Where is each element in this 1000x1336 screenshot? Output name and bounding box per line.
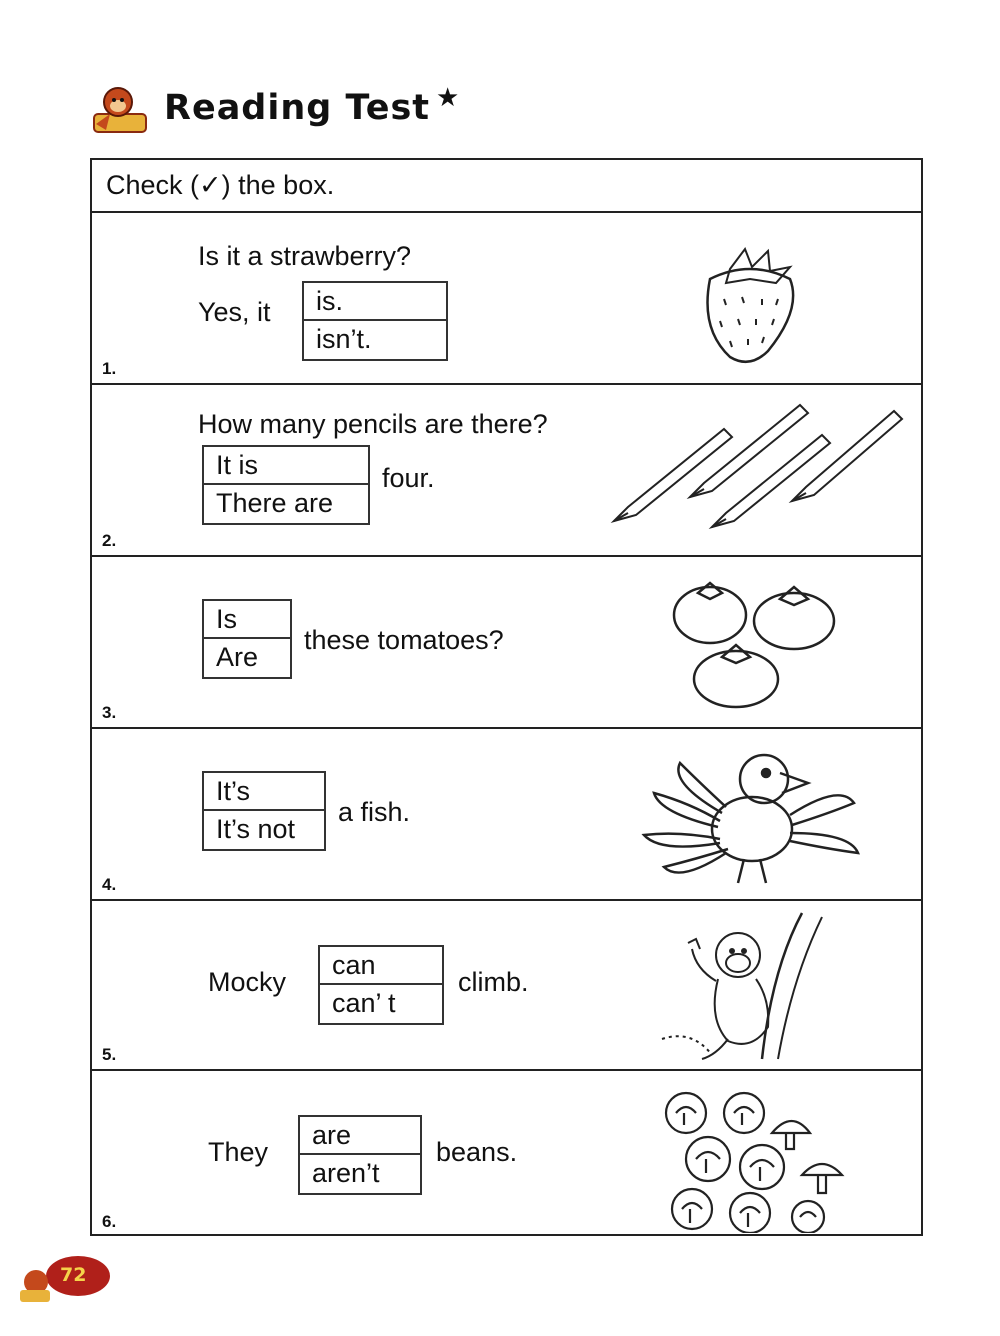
sentence-start: Mocky	[208, 967, 287, 997]
sentence-end: a fish.	[338, 797, 411, 827]
bird-icon	[640, 743, 864, 891]
question-number: 2.	[102, 531, 117, 550]
question-row-5	[92, 901, 921, 1071]
answer-box	[202, 771, 326, 851]
answer-option[interactable]: It’s not	[216, 814, 296, 844]
question-prompt: Is it a strawberry?	[198, 241, 412, 271]
question-row-2	[92, 385, 921, 557]
question-row-3	[92, 557, 921, 729]
monkey-mascot-icon	[90, 84, 152, 134]
answer-box	[298, 1115, 422, 1195]
answer-option[interactable]: can	[320, 947, 442, 985]
answer-option[interactable]: is.	[304, 283, 446, 321]
strawberry-icon	[690, 239, 810, 369]
question-row-1	[92, 213, 921, 385]
answer-option[interactable]: can’ t	[332, 988, 396, 1018]
sentence-end: beans.	[436, 1137, 518, 1167]
answer-option[interactable]: It’s	[204, 773, 324, 811]
page-title: Reading Test	[164, 88, 431, 128]
mushrooms-icon	[660, 1089, 850, 1233]
answer-option[interactable]: are	[300, 1117, 420, 1155]
sentence-end: climb.	[458, 967, 529, 997]
monkey-icon	[652, 909, 836, 1065]
exercise-sheet	[90, 158, 923, 1236]
answer-option[interactable]: isn’t.	[316, 324, 372, 354]
sentence-start: They	[208, 1137, 269, 1167]
pencils-icon	[604, 401, 904, 531]
sentence-end: four.	[382, 463, 435, 493]
star-icon: ★	[436, 82, 460, 112]
question-number: 1.	[102, 359, 117, 378]
page-header	[90, 80, 510, 140]
question-row-4	[92, 729, 921, 901]
question-number: 6.	[102, 1212, 117, 1231]
instruction: Check (✓) the box.	[92, 160, 921, 213]
tomatoes-icon	[670, 575, 840, 713]
answer-box	[202, 599, 292, 679]
answer-box	[202, 445, 370, 525]
question-prompt: How many pencils are there?	[198, 409, 548, 439]
question-number: 5.	[102, 1045, 117, 1064]
answer-box	[318, 945, 444, 1025]
answer-option[interactable]: Is	[204, 601, 290, 639]
question-number: 4.	[102, 875, 117, 894]
answer-option[interactable]: There are	[216, 488, 334, 518]
page-number: 72	[60, 1264, 87, 1286]
sentence-end: these tomatoes?	[304, 625, 504, 655]
question-row-6	[92, 1071, 921, 1236]
answer-option[interactable]: Are	[216, 642, 259, 672]
answer-option[interactable]: It is	[204, 447, 368, 485]
question-number: 3.	[102, 703, 117, 722]
answer-option[interactable]: aren’t	[312, 1158, 380, 1188]
answer-box	[302, 281, 448, 361]
sentence-start: Yes, it	[198, 297, 271, 327]
